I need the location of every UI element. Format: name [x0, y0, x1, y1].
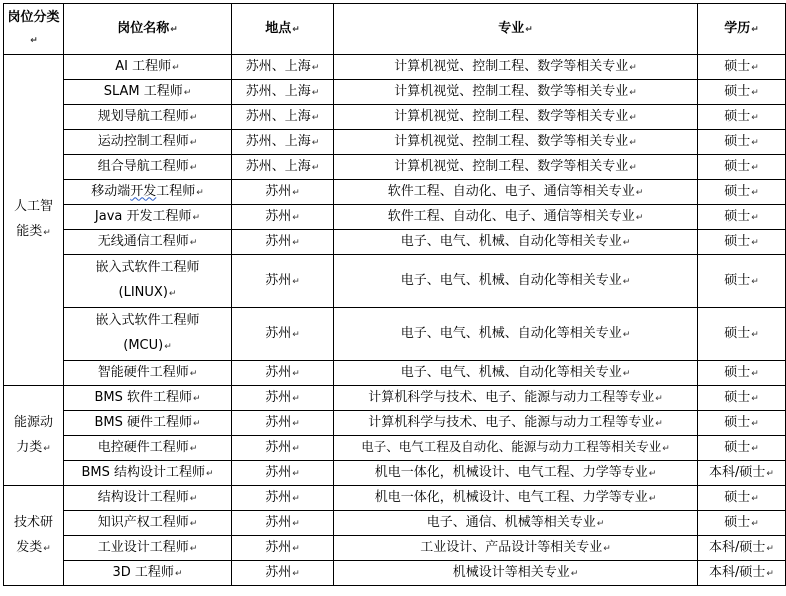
degree-cell: 硕士↵ [698, 155, 786, 180]
degree-cell: 硕士↵ [698, 230, 786, 255]
major-cell: 电子、电气、机械、自动化等相关专业↵ [334, 230, 698, 255]
major-cell: 计算机科学与技术、电子、能源与动力工程等专业↵ [334, 411, 698, 436]
table-row [4, 180, 786, 205]
major-cell: 计算机视觉、控制工程、数学等相关专业↵ [334, 55, 698, 80]
location-cell: 苏州↵ [232, 386, 334, 411]
header-major: 专业↵ [334, 4, 698, 55]
degree-cell: 硕士↵ [698, 180, 786, 205]
position-cell: 工业设计工程师↵ [64, 536, 232, 561]
category-cell: 人工智能类↵ [4, 55, 64, 386]
table-row [4, 536, 786, 561]
location-cell: 苏州、上海↵ [232, 130, 334, 155]
degree-cell: 硕士↵ [698, 361, 786, 386]
position-cell: 无线通信工程师↵ [64, 230, 232, 255]
location-cell: 苏州↵ [232, 308, 334, 361]
position-cell: 规划导航工程师↵ [64, 105, 232, 130]
location-cell: 苏州、上海↵ [232, 55, 334, 80]
major-cell: 电子、电气、机械、自动化等相关专业↵ [334, 255, 698, 308]
location-cell: 苏州↵ [232, 436, 334, 461]
position-cell: 嵌入式软件工程师 (MCU)↵ [64, 308, 232, 361]
major-cell: 计算机视觉、控制工程、数学等相关专业↵ [334, 155, 698, 180]
major-cell: 软件工程、自动化、电子、通信等相关专业↵ [334, 205, 698, 230]
degree-cell: 硕士↵ [698, 205, 786, 230]
table-row [4, 386, 786, 411]
location-cell: 苏州↵ [232, 461, 334, 486]
position-cell: 知识产权工程师↵ [64, 511, 232, 536]
header-row [4, 4, 786, 55]
location-cell: 苏州↵ [232, 486, 334, 511]
location-cell: 苏州↵ [232, 536, 334, 561]
table-row [4, 80, 786, 105]
header-category: 岗位分类↵ [4, 4, 64, 55]
degree-cell: 硕士↵ [698, 130, 786, 155]
major-cell: 计算机视觉、控制工程、数学等相关专业↵ [334, 80, 698, 105]
table-row [4, 436, 786, 461]
major-cell: 机电一体化，机械设计、电气工程、力学等专业↵ [334, 486, 698, 511]
major-cell: 机械设计等相关专业↵ [334, 561, 698, 586]
position-cell: 移动端开发工程师↵ [64, 180, 232, 205]
table-row [4, 130, 786, 155]
degree-cell: 本科/硕士↵ [698, 461, 786, 486]
position-cell: 组合导航工程师↵ [64, 155, 232, 180]
degree-cell: 本科/硕士↵ [698, 561, 786, 586]
major-cell: 电子、电气工程及自动化、能源与动力工程等相关专业↵ [334, 436, 698, 461]
table-row [4, 361, 786, 386]
position-cell: 嵌入式软件工程师 (LINUX)↵ [64, 255, 232, 308]
position-cell: 电控硬件工程师↵ [64, 436, 232, 461]
degree-cell: 硕士↵ [698, 55, 786, 80]
position-cell: BMS 硬件工程师↵ [64, 411, 232, 436]
job-table [3, 3, 786, 586]
location-cell: 苏州↵ [232, 411, 334, 436]
major-cell: 电子、电气、机械、自动化等相关专业↵ [334, 308, 698, 361]
major-cell: 软件工程、自动化、电子、通信等相关专业↵ [334, 180, 698, 205]
location-cell: 苏州↵ [232, 205, 334, 230]
position-cell: Java 开发工程师↵ [64, 205, 232, 230]
major-cell: 电子、电气、机械、自动化等相关专业↵ [334, 361, 698, 386]
category-cell: 能源动力类↵ [4, 386, 64, 486]
table-row [4, 155, 786, 180]
degree-cell: 硕士↵ [698, 255, 786, 308]
location-cell: 苏州↵ [232, 230, 334, 255]
location-cell: 苏州、上海↵ [232, 80, 334, 105]
location-cell: 苏州↵ [232, 255, 334, 308]
category-cell: 技术研发类↵ [4, 486, 64, 586]
position-cell: 运动控制工程师↵ [64, 130, 232, 155]
header-position: 岗位名称↵ [64, 4, 232, 55]
position-cell: AI 工程师↵ [64, 55, 232, 80]
table-row [4, 55, 786, 80]
header-location: 地点↵ [232, 4, 334, 55]
degree-cell: 硕士↵ [698, 411, 786, 436]
position-cell: BMS 软件工程师↵ [64, 386, 232, 411]
spellcheck-underline: 开发 [130, 183, 157, 199]
degree-cell: 硕士↵ [698, 436, 786, 461]
position-cell: 结构设计工程师↵ [64, 486, 232, 511]
table-row [4, 230, 786, 255]
major-cell: 机电一体化，机械设计、电气工程、力学等专业↵ [334, 461, 698, 486]
degree-cell: 硕士↵ [698, 80, 786, 105]
degree-cell: 硕士↵ [698, 486, 786, 511]
major-cell: 计算机科学与技术、电子、能源与动力工程等专业↵ [334, 386, 698, 411]
degree-cell: 硕士↵ [698, 386, 786, 411]
location-cell: 苏州、上海↵ [232, 155, 334, 180]
table-row [4, 205, 786, 230]
table-row [4, 411, 786, 436]
location-cell: 苏州↵ [232, 511, 334, 536]
table-row [4, 561, 786, 586]
major-cell: 计算机视觉、控制工程、数学等相关专业↵ [334, 105, 698, 130]
table-row [4, 461, 786, 486]
position-cell: 智能硬件工程师↵ [64, 361, 232, 386]
location-cell: 苏州↵ [232, 361, 334, 386]
table-row [4, 308, 786, 361]
position-cell: SLAM 工程师↵ [64, 80, 232, 105]
major-cell: 工业设计、产品设计等相关专业↵ [334, 536, 698, 561]
location-cell: 苏州↵ [232, 180, 334, 205]
table-row [4, 511, 786, 536]
header-degree: 学历↵ [698, 4, 786, 55]
degree-cell: 硕士↵ [698, 308, 786, 361]
location-cell: 苏州、上海↵ [232, 105, 334, 130]
degree-cell: 本科/硕士↵ [698, 536, 786, 561]
degree-cell: 硕士↵ [698, 105, 786, 130]
table-row [4, 486, 786, 511]
major-cell: 电子、通信、机械等相关专业↵ [334, 511, 698, 536]
table-row [4, 255, 786, 308]
position-cell: 3D 工程师↵ [64, 561, 232, 586]
table-row [4, 105, 786, 130]
position-cell: BMS 结构设计工程师↵ [64, 461, 232, 486]
location-cell: 苏州↵ [232, 561, 334, 586]
major-cell: 计算机视觉、控制工程、数学等相关专业↵ [334, 130, 698, 155]
degree-cell: 硕士↵ [698, 511, 786, 536]
